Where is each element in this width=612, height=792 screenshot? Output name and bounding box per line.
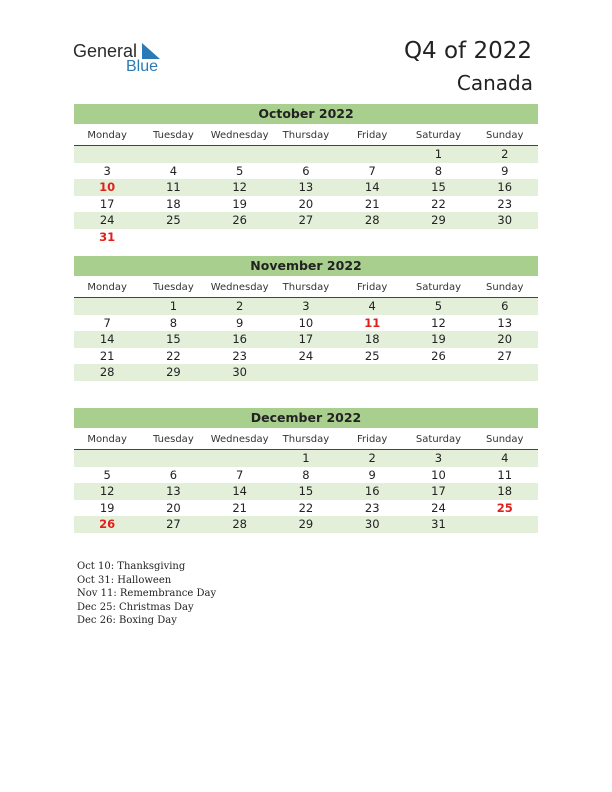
- weekday-label: Friday: [357, 130, 388, 141]
- date-cell: 28: [99, 365, 115, 380]
- date-cell: 12: [99, 484, 115, 499]
- week-row: [74, 163, 538, 180]
- month-title: December 2022: [74, 408, 538, 428]
- date-cell: 3: [103, 163, 111, 178]
- week-row: [74, 364, 538, 381]
- week-row: [74, 196, 538, 213]
- date-cell: [339, 229, 405, 246]
- date-cell: 1: [169, 299, 178, 313]
- holiday-note: Oct 31: Halloween: [77, 574, 172, 586]
- date-cell: 7: [103, 315, 111, 330]
- date-cell: 30: [232, 365, 247, 380]
- weekday-label: Saturday: [415, 282, 461, 293]
- month-december: [74, 408, 538, 533]
- week-row: [74, 348, 538, 365]
- date-cell: [140, 450, 206, 467]
- date-cell: [273, 229, 339, 246]
- brand-blue-text: Blue: [126, 58, 159, 75]
- weekday-label: Wednesday: [210, 130, 269, 141]
- date-cell: 9: [236, 315, 244, 330]
- weekday-label: Sunday: [486, 130, 524, 141]
- date-cell: 11: [497, 467, 513, 482]
- date-cell: [140, 146, 206, 163]
- date-cell: 29: [166, 365, 181, 380]
- date-cell: 29: [298, 517, 314, 532]
- date-cell: 24: [298, 348, 314, 363]
- date-cell: 3: [434, 451, 443, 465]
- date-cell: 4: [169, 163, 178, 178]
- month-november: [74, 256, 538, 381]
- date-cell: 20: [166, 500, 181, 515]
- brand-general-text: General: [73, 41, 138, 61]
- date-cell: 20: [298, 196, 314, 211]
- date-cell: [472, 229, 538, 246]
- month-title: November 2022: [74, 256, 538, 276]
- date-cell: 15: [431, 180, 446, 195]
- date-cell: 21: [99, 348, 115, 363]
- week-row: [74, 146, 538, 163]
- holiday-date-cell: 26: [99, 517, 116, 532]
- date-cell: 7: [236, 467, 244, 482]
- month-october: [74, 104, 538, 246]
- date-cell: 13: [166, 484, 181, 499]
- weekday-label: Thursday: [282, 434, 330, 445]
- date-cell: 1: [302, 451, 310, 465]
- week-row: [74, 500, 538, 517]
- date-cell: 27: [166, 517, 181, 532]
- weekday-label: Tuesday: [153, 434, 194, 445]
- country-name: Canada: [456, 71, 533, 95]
- date-cell: 6: [302, 163, 310, 178]
- date-cell: 16: [232, 332, 247, 347]
- date-cell: 20: [497, 332, 513, 347]
- date-cell: 9: [368, 467, 376, 482]
- date-cell: 4: [501, 451, 509, 465]
- date-cell: 1: [434, 147, 443, 161]
- weekday-label: Wednesday: [210, 282, 269, 293]
- quarter-title: Q4 of 2022: [403, 38, 532, 64]
- date-cell: 25: [166, 213, 181, 228]
- date-cell: 19: [232, 196, 247, 211]
- weekday-label: Friday: [357, 282, 388, 293]
- date-cell: 14: [364, 180, 380, 195]
- date-cell: [273, 146, 339, 163]
- date-cell: 13: [298, 180, 314, 195]
- holiday-note: Oct 10: Thanksgiving: [77, 561, 186, 572]
- weekday-header-row: [74, 126, 538, 146]
- weekday-header-row: [74, 430, 538, 450]
- date-cell: 8: [434, 163, 443, 178]
- date-cell: [273, 364, 339, 381]
- weekday-label: Saturday: [415, 434, 461, 445]
- date-cell: 18: [166, 196, 181, 211]
- date-cell: [207, 229, 273, 246]
- date-cell: 5: [434, 299, 443, 313]
- week-row: [74, 298, 538, 315]
- date-cell: 21: [232, 500, 247, 515]
- date-cell: 18: [364, 332, 380, 347]
- date-cell: 8: [302, 467, 310, 482]
- holiday-date-cell: 10: [99, 180, 116, 195]
- weekday-label: Thursday: [282, 130, 330, 141]
- week-row: [74, 179, 538, 196]
- date-cell: 25: [364, 348, 380, 363]
- weekday-label: Monday: [87, 434, 127, 445]
- holiday-notes: [77, 560, 216, 628]
- date-cell: 2: [501, 147, 509, 161]
- week-row: [74, 450, 538, 467]
- week-row: [74, 315, 538, 332]
- date-cell: 26: [431, 348, 446, 363]
- weekday-label: Monday: [87, 282, 127, 293]
- date-cell: 26: [232, 213, 247, 228]
- holiday-note: Nov 11: Remembrance Day: [77, 588, 217, 600]
- weekday-label: Saturday: [415, 130, 461, 141]
- date-cell: [74, 146, 140, 163]
- date-cell: 22: [166, 348, 181, 363]
- date-cell: 14: [99, 332, 115, 347]
- date-cell: [74, 298, 140, 315]
- date-cell: 17: [298, 332, 314, 347]
- date-cell: 23: [232, 348, 247, 363]
- date-cell: 6: [169, 467, 178, 482]
- week-row: [74, 331, 538, 348]
- holiday-date-cell: 31: [99, 229, 116, 244]
- date-cell: 27: [298, 213, 314, 228]
- date-cell: [74, 450, 140, 467]
- date-cell: [405, 364, 471, 381]
- date-cell: 10: [298, 315, 314, 330]
- date-cell: [472, 364, 538, 381]
- date-cell: 6: [501, 299, 509, 313]
- date-cell: 24: [431, 500, 446, 515]
- holiday-date-cell: 25: [496, 500, 513, 515]
- date-cell: 22: [298, 500, 314, 515]
- week-row: [74, 229, 538, 246]
- date-cell: 7: [368, 163, 376, 178]
- weekday-label: Sunday: [486, 282, 524, 293]
- date-cell: [339, 364, 405, 381]
- brand-logo: [73, 41, 183, 77]
- date-cell: 28: [232, 517, 247, 532]
- date-cell: 12: [232, 180, 247, 195]
- date-cell: 16: [364, 484, 380, 499]
- date-cell: [207, 450, 273, 467]
- date-cell: [207, 146, 273, 163]
- date-cell: 23: [364, 500, 380, 515]
- date-cell: 24: [99, 213, 115, 228]
- date-cell: 27: [497, 348, 513, 363]
- weekday-label: Thursday: [282, 282, 330, 293]
- holiday-date-cell: 11: [364, 315, 381, 330]
- date-cell: 16: [497, 180, 513, 195]
- date-cell: 31: [431, 517, 446, 532]
- date-cell: 10: [431, 467, 446, 482]
- weekday-label: Wednesday: [210, 434, 269, 445]
- holiday-note: Dec 25: Christmas Day: [77, 601, 194, 613]
- date-cell: 23: [497, 196, 513, 211]
- date-cell: 19: [431, 332, 446, 347]
- weekday-header-row: [74, 278, 538, 298]
- date-cell: [405, 229, 471, 246]
- date-cell: [339, 146, 405, 163]
- date-cell: 2: [368, 451, 376, 465]
- date-cell: 13: [497, 315, 513, 330]
- week-row: [74, 516, 538, 533]
- date-cell: 19: [99, 500, 115, 515]
- date-cell: 15: [166, 332, 181, 347]
- date-cell: 18: [497, 484, 513, 499]
- date-cell: 21: [364, 196, 380, 211]
- date-cell: 29: [431, 213, 446, 228]
- weekday-label: Friday: [357, 434, 388, 445]
- date-cell: 17: [99, 196, 115, 211]
- week-row: [74, 212, 538, 229]
- date-cell: 12: [431, 315, 446, 330]
- date-cell: 9: [501, 163, 509, 178]
- weekday-label: Monday: [87, 130, 127, 141]
- date-cell: 3: [302, 299, 310, 313]
- month-title: October 2022: [74, 104, 538, 124]
- date-cell: 28: [364, 213, 380, 228]
- date-cell: 5: [236, 163, 244, 178]
- date-cell: [140, 229, 206, 246]
- holiday-note: Dec 26: Boxing Day: [77, 615, 177, 627]
- date-cell: 8: [169, 315, 178, 330]
- date-cell: [472, 516, 538, 533]
- date-cell: 5: [103, 467, 111, 482]
- date-cell: 11: [166, 180, 181, 195]
- date-cell: 30: [497, 213, 513, 228]
- weekday-label: Tuesday: [153, 282, 194, 293]
- date-cell: 30: [364, 517, 380, 532]
- date-cell: 4: [368, 299, 376, 313]
- week-row: [74, 467, 538, 484]
- week-row: [74, 483, 538, 500]
- date-cell: 17: [431, 484, 446, 499]
- weekday-label: Tuesday: [153, 130, 194, 141]
- date-cell: 15: [298, 484, 314, 499]
- date-cell: 2: [236, 299, 244, 313]
- date-cell: 22: [431, 196, 446, 211]
- date-cell: 14: [232, 484, 247, 499]
- weekday-label: Sunday: [486, 434, 524, 445]
